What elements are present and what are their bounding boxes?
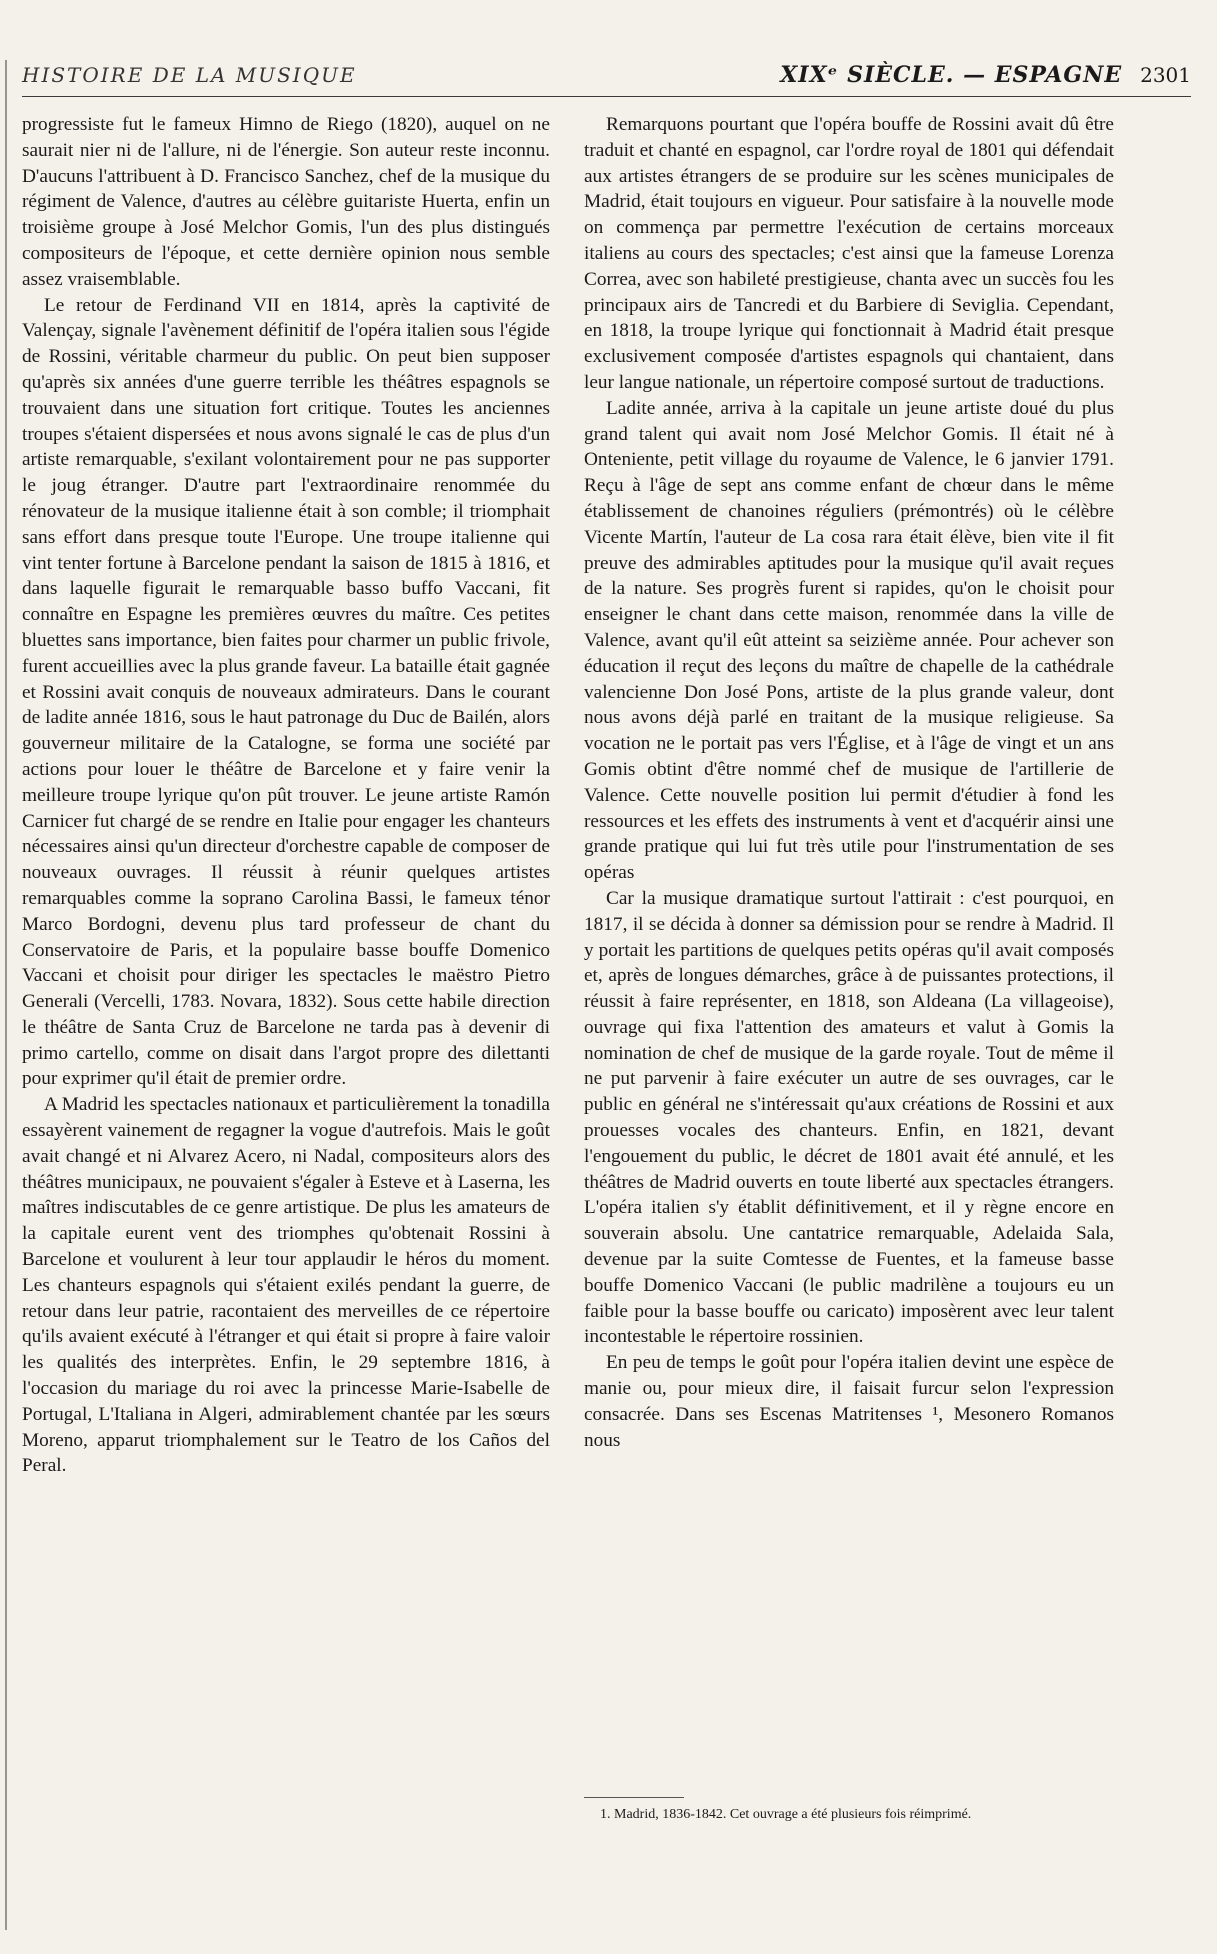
- paragraph: progressiste fut le fameux Himno de Riego (1820), auquel on ne saurait nier ni de l'allure, ni de l'énergie. Son auteur reste inconnu. D'aucuns l'attribuent à D. Francisco Sanchez, chef de la musique du régiment de Valence, d'autres au célèbre guitariste Huerta, enfin un troisième groupe à José Melchor Gomis, l'un des plus distingués compositeurs de l'époque, et cette dernière opinion nous semble assez vraisemblable.: [22, 114, 550, 290]
- left-column: [22, 112, 550, 1479]
- paragraph: Ladite année, arriva à la capitale un jeune artiste doué du plus grand talent qui avait nom José Melchor Gomis. Il était né à Onteniente, petit village du royaume de Valence, le 6 janvier 1791. Reçu à l'âge de sept ans comme enfant de chœur dans le même établissement de chanoines réguliers (prémontrés) où le célèbre Vicente Martín, l'auteur de La cosa rara était élève, bien vite il fit preuve des admirables aptitudes pour la musique qu'il avait reçues de la nature. Ses progrès furent si rapides, qu'on le choisit pour enseigner le chant dans cette maison, renommée dans la ville de Valence, avant qu'il eût atteint sa seizième année. Pour achever son éducation il reçut des leçons du maître de chapelle de la cathédrale valencienne Don José Pons, artiste de la plus grande valeur, dont nous avons déjà parlé en traitant de la musique religieuse. Sa vocation ne le portait pas vers l'Église, et à l'âge de vingt et un ans Gomis obtint d'être nommé chef de musique de l'artillerie de Valence. Cette nouvelle position lui permit d'étudier à fond les ressources et les effets des instruments à vent et d'acquérir ainsi une grande pratique qui lui fut très utile pour l'instrumentation de ses opéras: [584, 397, 1114, 884]
- paragraph: A Madrid les spectacles nationaux et particulièrement la tonadilla essayèrent vainement de regagner la vogue d'autrefois. Mais le goût avait changé et ni Alvarez Acero, ni Nadal, compositeurs alors des théâtres municipaux, ne pouvaient s'égaler à Esteve et à Laserna, les maîtres indiscutables de ce genre artistique. De plus les amateurs de la capitale eurent vent des triomphes qu'obtenait Rossini à Barcelone et voulurent à leur tour applaudir le héros du moment. Les chanteurs espagnols qui s'étaient exilés pendant la guerre, de retour dans leur patrie, racontaient des merveilles de ce répertoire qu'ils avaient exécuté à l'étranger et qui était si propre à faire valoir les qualités des interprètes. Enfin, le 29 septembre 1816, à l'occasion du mariage du roi avec la princesse Marie-Isabelle de Portugal, L'Italiana in Algeri, admirablement chantée par les sœurs Moreno, apparut triomphalement sur le Teatro de los Caños del Peral.: [22, 1094, 550, 1477]
- footnote: 1. Madrid, 1836-1842. Cet ouvrage a été plusieurs fois réimprimé.: [600, 1807, 972, 1822]
- binding-edge-line: [5, 60, 7, 1930]
- running-header: [22, 62, 1191, 97]
- paragraph: Remarquons pourtant que l'opéra bouffe de Rossini avait dû être traduit et chanté en espagnol, car l'ordre royal de 1801 qui défendait aux artistes étrangers de se produire sur les scènes municipales de Madrid, était toujours en vigueur. Pour satisfaire à la nouvelle mode on commença par permettre l'exécution de certains morceaux italiens au cours des spectacles; c'est ainsi que la fameuse Lorenza Correa, avec son habileté prestigieuse, chanta avec un succès fou les principaux airs de Tancredi et du Barbiere di Seviglia. Cependant, en 1818, la troupe lyrique qui fonctionnait à Madrid était presque exclusivement composée d'artistes espagnols qui chantaient, dans leur langue nationale, un répertoire composé surtout de traductions.: [584, 114, 1114, 393]
- header-section-title: XIXᵉ SIÈCLE. — ESPAGNE: [780, 62, 1123, 88]
- header-book-title: HISTOIRE DE LA MUSIQUE: [22, 63, 357, 87]
- right-column: [584, 112, 1114, 1453]
- paragraph: Car la musique dramatique surtout l'attirait : c'est pourquoi, en 1817, il se décida à donner sa démission pour se rendre à Madrid. Il y portait les partitions de quelques petits opéras qu'il avait composés et, après de longues démarches, grâce à de puissantes protections, il réussit à faire représenter, en 1818, son Aldeana (La villageoise), ouvrage qui fixa l'attention des amateurs et valut à Gomis la nomination de chef de musique de la garde royale. Tout de même il ne put parvenir à faire exécuter un autre de ses ouvrages, car le public en général ne s'intéressait qu'aux créations de Rossini et aux prouesses vocales des chanteurs. Enfin, en 1821, devant l'engouement du public, le décret de 1801 avait été annulé, et les théâtres de Madrid ouverts en toute liberté aux spectacles étrangers. L'opéra italien s'y établit définitivement, et il y règne encore en souverain absolu. Une cantatrice remarquable, Adelaida Sala, devenue par la suite Comtesse de Fuentes, et la fameuse basse bouffe Domenico Vaccani (le public madrilène a toujours eu un faible pour la basse bouffe ou caricato) imposèrent avec leur talent incontestable le répertoire rossinien.: [584, 887, 1114, 1348]
- page-number: 2301: [1140, 63, 1191, 87]
- paragraph: Le retour de Ferdinand VII en 1814, après la captivité de Valençay, signale l'avènement définitif de l'opéra italien sous l'égide de Rossini, véritable charmeur du public. On peut bien supposer qu'après six années d'une guerre terrible les théâtres espagnols se trouvaient dans une situation fort critique. Toutes les anciennes troupes s'étaient dispersées et nous avons signalé le cas de plus d'un artiste remarquable, s'exilant volontairement pour ne pas supporter le joug étranger. D'autre part l'extraordinaire renommée du rénovateur de la musique italienne était à son comble; il triomphait sans effort dans presque toute l'Europe. Une troupe italienne qui vint tenter fortune à Barcelone pendant la saison de 1815 à 1816, et dans laquelle figurait le remarquable basso buffo Vaccani, fit connaître en Espagne les premières œuvres du maître. Ces petites bluettes sans importance, bien faites pour charmer un public frivole, furent accueillies avec la plus grande faveur. La bataille était gagnée et Rossini avait conquis de nouveaux admirateurs. Dans le courant de ladite année 1816, sous le haut patronage du Duc de Bailén, alors gouverneur militaire de la Catalogne, se forma une société par actions pour louer le théâtre de Barcelone et y faire venir la meilleure troupe lyrique qu'on pût trouver. Le jeune artiste Ramón Carnicer fut chargé de se rendre en Italie pour engager les chanteurs nécessaires ainsi qu'un directeur d'orchestre capable de composer de nouveaux ouvrages. Il réussit à réunir quelques artistes remarquables comme la soprano Carolina Bassi, le fameux ténor Marco Bordogni, devenu plus tard professeur de chant du Conservatoire de Paris, et la populaire basse bouffe Domenico Vaccani et choisit pour diriger les spectacles le maëstro Pietro Generali (Vercelli, 1783. Novara, 1832). Sous cette habile direction le théâtre de Santa Cruz de Barcelone ne tarda pas à devenir di primo cartello, comme on disait dans l'argot propre des dilettanti pour exprimer qu'il était de premier ordre.: [22, 294, 550, 1090]
- footnote-divider: [584, 1797, 684, 1798]
- paragraph: En peu de temps le goût pour l'opéra italien devint une espèce de manie ou, pour mieux dire, il faisait furcur selon l'expression consacrée. Dans ses Escenas Matritenses ¹, Mesonero Romanos nous: [584, 1352, 1114, 1451]
